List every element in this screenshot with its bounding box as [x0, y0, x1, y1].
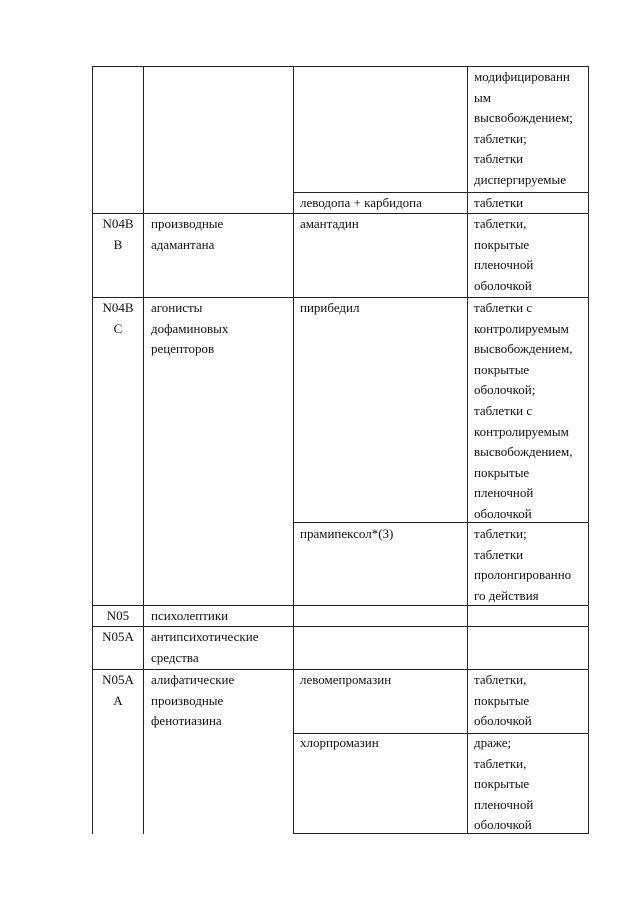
table-divider-code — [143, 66, 144, 834]
atc-code-cell: N04B B — [102, 216, 134, 252]
group-name-cell: производные адамантана — [151, 216, 224, 252]
dosage-form-cell: таблетки, покрытые оболочкой — [474, 672, 532, 729]
table-divider-group — [293, 66, 294, 834]
dosage-form-cell: таблетки; таблетки пролонгированно го действия — [474, 526, 572, 603]
drug-name-cell: прамипексол*(3) — [300, 526, 394, 541]
atc-code-cell: N05A A — [102, 672, 134, 708]
drug-name-cell: хлорпромазин — [300, 735, 379, 750]
dosage-form-cell: таблетки с контролируемым высвобождением, покрытые оболочкой; таблетки с контролируемым высвобождением, покрытые пленочной оболочкой — [474, 300, 573, 521]
group-name-cell: антипсихотические средства — [151, 629, 259, 665]
group-name-cell: алифатические производные фенотиазина — [151, 672, 235, 729]
atc-code-cell: N04B C — [102, 300, 134, 336]
row-divider — [293, 833, 589, 834]
dosage-form-cell: таблетки, покрытые пленочной оболочкой — [474, 216, 534, 293]
drug-name-cell: амантадин — [300, 216, 359, 231]
table-border-left — [92, 66, 93, 834]
dosage-form-cell: модифицированн ым высвобождением; таблетки; таблетки диспергируемые — [474, 69, 573, 187]
group-name-cell: агонисты дофаминовых рецепторов — [151, 300, 229, 357]
drug-name-cell: леводопа + карбидопа — [300, 195, 422, 210]
dosage-form-cell: драже; таблетки, покрытые пленочной оболочкой — [474, 735, 534, 833]
dosage-form-cell: таблетки — [474, 195, 524, 210]
drug-name-cell: пирибедил — [300, 300, 360, 315]
table-divider-drug — [467, 66, 468, 834]
drug-name-cell: левомепромазин — [300, 672, 392, 687]
atc-code-cell: N05 — [106, 608, 130, 623]
table-border-right — [588, 66, 589, 834]
group-name-cell: психолептики — [151, 608, 229, 623]
atc-code-cell: N05A — [102, 629, 134, 644]
